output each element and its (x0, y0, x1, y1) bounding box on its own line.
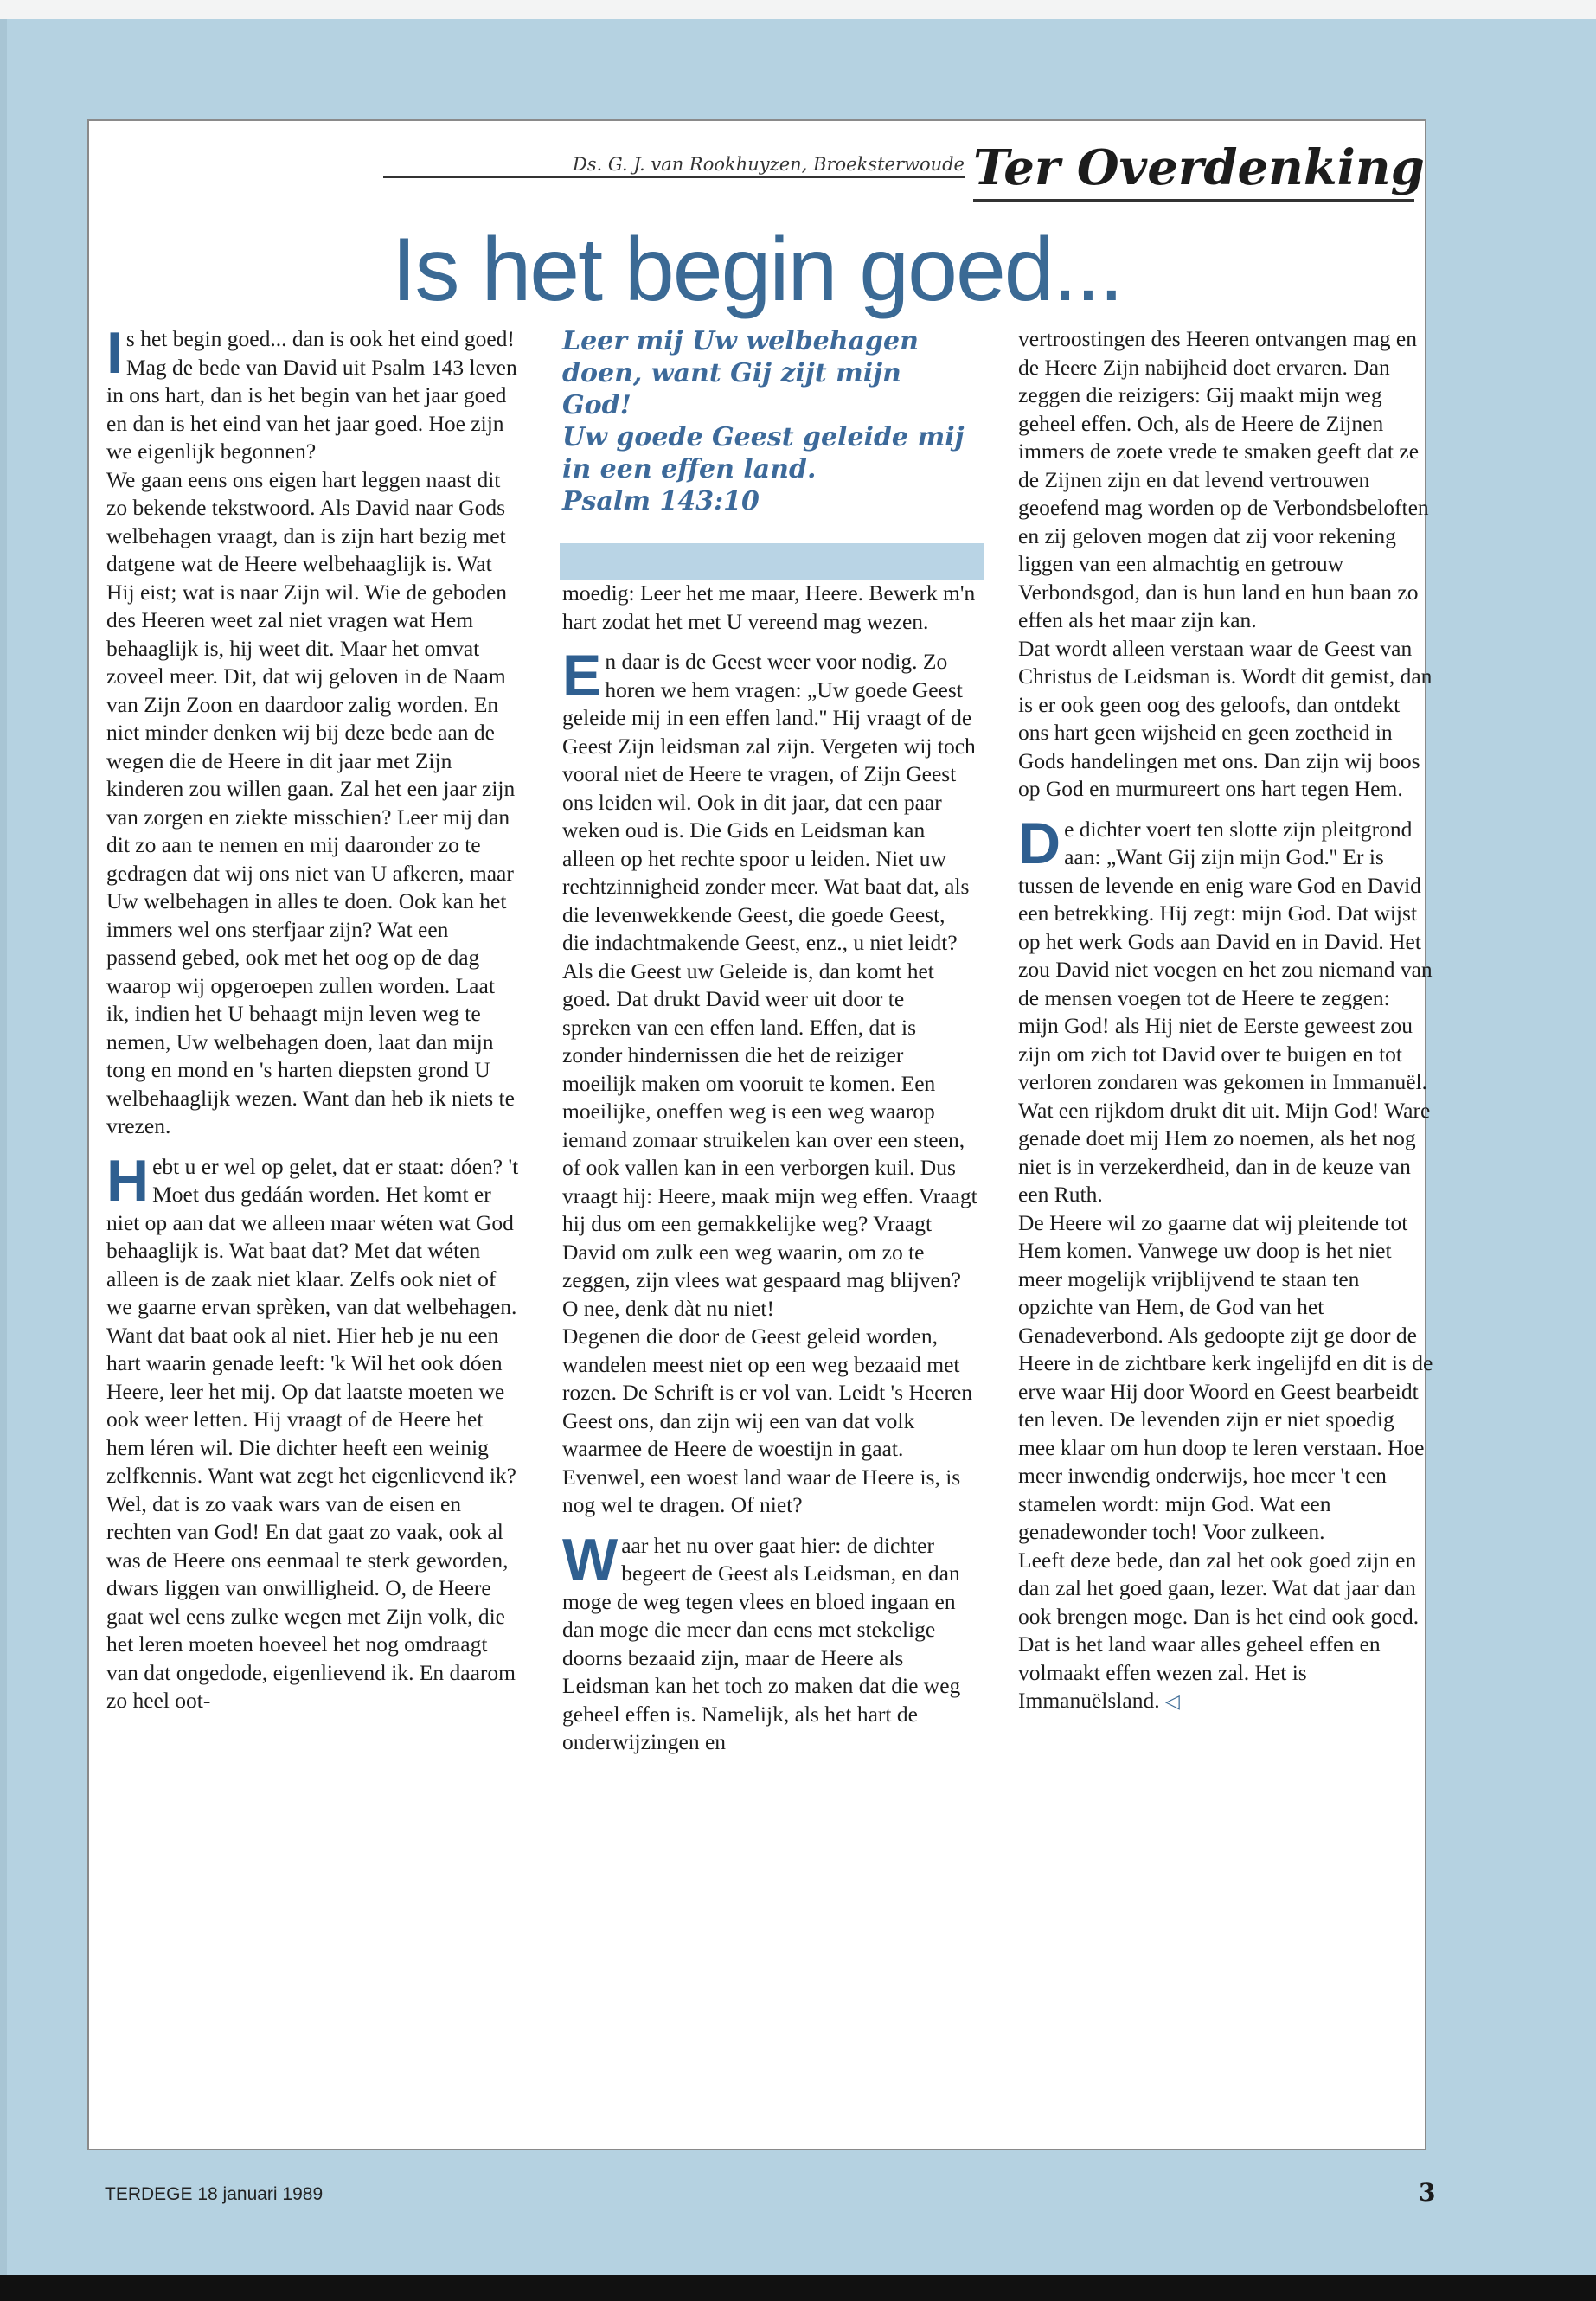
paragraph-text: ebt u er wel op gelet, dat er staat: dóen? 't Moet dus gedáán worden. Het komt er niet op aan dat we alleen maar wéten wat God behaaglijk is. Wat baat dat? Met dat wéten alleen is de zaak niet klaar. Zelfs ook niet of we gaarne ervan sprèken, van dat welbehagen. Want dat baat ook al niet. Hier heb je nu een hart waarin genade leeft: 'k Wil het ook dóen Heere, leer het mij. Op dat laatste moeten we ook weer letten. Hij vraagt of de Heere het hem léren wil. Die dichter heeft een weinig zelfkennis. Want wat zegt het eigenlievend ik? Wel, dat is zo vaak wars van de eisen en rechten van God! En dat gaat zo vaak, ook al was de Heere ons eenmaal te sterk geworden, dwars liggen van onwilligheid. O, de Heere gaat wel eens zulke wegen met Zijn volk, die het leren moeten hoeveel het nog omdraagt van dat ongedode, eigenlievend ik. En daarom zo heel oot- (106, 1153, 519, 1713)
paragraph: vertroostingen des Heeren ontvangen mag en de Heere Zijn nabijheid doet ervaren. Dan zeggen die reizigers: Gij maakt mijn weg geheel effen. Och, als de Heere de Zijnen immers de zoete vrede te smaken geeft dat ze de Zijnen zijn en dat levend vertrouwen geoefend mag worden op de Verbondsbeloften en zij geloven mogen dat zij voor rekening liggen van een almachtig en getrouw Verbondsgod, dan is hun land en hun baan zo effen als het maar zijn kan. (1018, 326, 1429, 632)
top-scan-strip (0, 0, 1596, 19)
magazine-page (87, 119, 1433, 2150)
paragraph (106, 320, 522, 466)
author-byline: Ds. G. J. van Rookhuyzen, Broeksterwoude (383, 154, 965, 178)
paragraph-text: s het begin goed... dan is ook het eind goed! Mag de bede van David uit Psalm 143 leven in ons hart, dan is het begin van het jaar goed en dan is het eind van het jaar goed. Hoe zijn we eigenlijk begonnen? (106, 326, 517, 464)
quote-line: in een effen land. (562, 454, 817, 484)
paragraph (562, 1526, 977, 1757)
paragraph: We gaan eens ons eigen hart leggen naast dit zo bekende tekstwoord. Als David naar Gods welbehagen vraagt, dan is zijn hart bezig met datgene wat de Heere welbehaaglijk is. Wat Hij eist; wat is naar Zijn wil. Wie de geboden des Heeren weet zal niet vragen wat Hem behaaglijk is, hij weet dit. Maar het omvat zoveel meer. Dit, dat wij geloven in de Naam van Zijn Zoon en daardoor zalig worden. En niet minder denken wij bij deze bede aan de wegen die de Heere in dit jaar met Zijn kinderen zou willen gaan. Zal het een jaar zijn van zorgen en ziekte misschien? Leer mij dan dit zo aan te nemen en mij daaronder zo te gedragen dat wij ons niet van U afkeren, maar Uw welbehagen in alles te doen. Ook kan het immers wel ons sterfjaar zijn? Wat een passend gebed, ook met het oog op de dag waarop wij opgeroepen zullen worden. Laat ik, indien het U behaagt mijn leven weg te nemen, Uw welbehagen doen, laat dan mijn tong en mond en 's harten diepsten grond U welbehaaglijk wezen. Want dan heb ik niets te vrezen. (106, 466, 516, 1138)
quote-line: doen, want Gij zijt mijn God! (562, 358, 901, 420)
quote-line: Leer mij Uw welbehagen (562, 326, 919, 356)
article-headline: Is het begin goed... (391, 220, 1123, 320)
publication-footer: TERDEGE 18 januari 1989 (105, 2184, 324, 2204)
pull-quote (562, 325, 977, 517)
drop-cap: E (562, 643, 602, 708)
page-number: 3 (1419, 2178, 1436, 2207)
paragraph (1018, 810, 1433, 1209)
drop-cap: H (106, 1147, 150, 1214)
paragraph: Dat wordt alleen verstaan waar de Geest van Christus de Leidsman is. Wordt dit gemist, dan is er ook geen oog des geloofs, dan ontdekt ons hart geen wijsheid en geen zoetheid in Gods handelingen met ons. Dan zijn wij boos op God en murmureert ons hart tegen Hem. (1018, 635, 1433, 801)
paragraph: De Heere wil zo gaarne dat wij pleitende tot Hem komen. Vanwege uw doop is het niet meer mogelijk vrijblijvend te staan ten opzichte van Hem, de God van het Genadeverbond. Als gedoopte zijt ge door de Heere in de zichtbare kerk ingelijfd en dit is de erve waar Hij door Woord en Geest bearbeidt ten leven. De levenden zijn er niet spoedig mee klaar om hun doop te leren verstaan. Hoe meer inwendig onderwijs, hoe meer 't een stamelen wordt: mijn God. Wat een genadewonder toch! Voor zulkeen. (1018, 1209, 1433, 1544)
paragraph-text: n daar is de Geest weer voor nodig. Zo horen we hem vragen: „Uw goede Geest geleide mij in een effen land.'' Hij vraagt of de Geest Zijn leidsman zal zijn. Vergeten wij toch vooral niet de Heere te vragen, of Zijn Geest ons leiden wil. Ook in dit jaar, dat een paar weken oud is. Die Gids en Leidsman kan alleen op het rechte spoor u leiden. Niet uw rechtzinnigheid zonder meer. Wat baat dat, als die levenwekkende Geest, die goede Geest, die indachtmakende Geest, enz., u niet leidt? Als die Geest uw Geleide is, dan komt het goed. Dat drukt David weer uit door te spreken van een effen land. Effen, dat is zonder hindernissen die het de reiziger moeilijk maken om vooruit te komen. Een moeilijke, oneffen weg is een weg waarop iemand zomaar struikelen kan over een steen, of ook vallen kan in een verborgen kuil. Dus vraagt hij: Heere, maak mijn weg effen. Vraagt hij dus om een gemakkelijke weg? Vraagt David om zulk een weg waarin, om zo te zeggen, zijn vlees wat gespaard mag blijven? O nee, denk dàt nu niet! (562, 649, 977, 1321)
quote-reference: Psalm 143:10 (562, 486, 760, 516)
paragraph (562, 643, 977, 1323)
end-of-article-icon: ◁ (1164, 1691, 1180, 1713)
paragraph-text: e dichter voert ten slotte zijn pleitgrond aan: „Want Gij zijn mijn God.'' Er is tussen de levende en enig ware God en David een betrekking. Hij zegt: mijn God. Dat wijst op het werk Gods aan David en in David. Het zou David niet voegen en het zou niemand van de mensen voegen tot de Heere te zeggen: mijn God! als Hij niet de Eerste geweest zou zijn om zich tot David over te buigen en tot verloren zondaren was gekomen in Immanuël. Wat een rijkdom drukt dit uit. Mijn God! Ware genade doet mij Hem zo noemen, als het nog niet is in verzekerdheid, dan in de keuze van een Ruth. (1018, 816, 1433, 1207)
bottom-scan-strip (0, 2275, 1596, 2301)
quote-divider-band (560, 543, 984, 580)
paragraph (106, 1147, 522, 1715)
article-column-1 (106, 320, 522, 1715)
article-column-3 (1018, 325, 1433, 1717)
paragraph (1018, 1547, 1433, 1717)
paragraph: Degenen die door de Geest geleid worden, wandelen meest niet op een weg bezaaid met rozen. De Schrift is er vol van. Leidt 's Heeren Geest ons, dan zijn wij een van dat volk waarmee de Heere de woestijn in gaat. Evenwel, een woest land waar de Heere is, is nog wel te dragen. Of niet? (562, 1324, 973, 1517)
quote-line: Uw goede Geest geleide mij (562, 422, 965, 452)
paragraph-text: aar het nu over gaat hier: de dichter begeert de Geest als Leidsman, en dan moge de weg tegen vlees en bloed ingaan en dan moge die meer dan eens met stekelige doorns bezaaid zijn, maar de Heere als Leidsman kan het toch zo maken dat die weg geheel effen is. Namelijk, als het hart de onderwijzingen en (562, 1532, 961, 1754)
section-title: Ter Overdenking (973, 137, 1414, 202)
paragraph: moedig: Leer het me maar, Heere. Bewerk m'n hart zodat het met U vereend mag wezen. (562, 580, 976, 634)
left-scan-edge (0, 19, 7, 2275)
drop-cap: D (1018, 810, 1061, 876)
drop-cap: I (106, 320, 123, 386)
paragraph-text: Leeft deze bede, dan zal het ook goed zijn en dan zal het goed gaan, lezer. Wat dat jaar dan ook brengen moge. Dan is het eind ook goed. Dat is het land waar alles geheel effen en volmaakt effen wezen zal. Het is Immanuëlsland. (1018, 1547, 1420, 1713)
drop-cap: W (562, 1526, 619, 1593)
article-column-2 (562, 325, 977, 1757)
